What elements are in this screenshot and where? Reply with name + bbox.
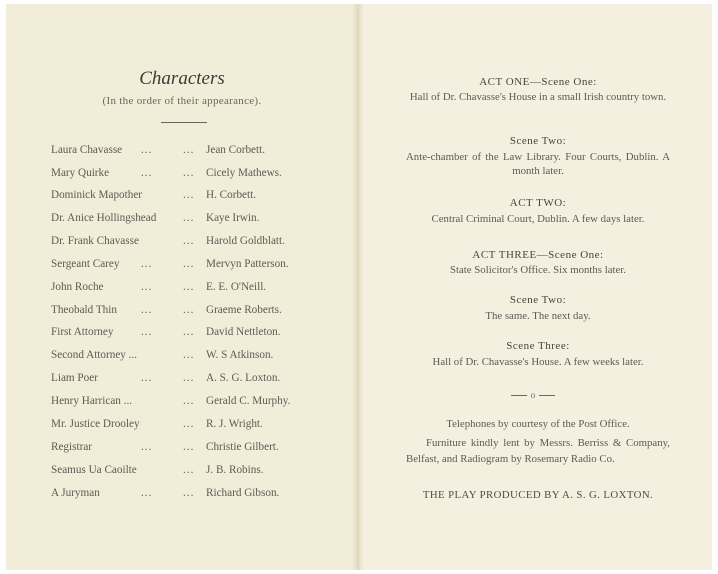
actor-name: Christie Gilbert. — [206, 441, 279, 453]
act-three-heading: ACT THREE—Scene One: — [472, 249, 604, 261]
act-one-heading: ACT ONE—Scene One: — [479, 76, 597, 88]
actor-name: R. J. Wright. — [206, 418, 263, 430]
leader-dots: ... — [183, 395, 195, 407]
leader-dots: ... — [183, 464, 195, 476]
character-name: Liam Poer — [51, 372, 98, 384]
producer-credit: THE PLAY PRODUCED BY A. S. G. LOXTON. — [422, 489, 654, 501]
actor-name: Cicely Mathews. — [206, 167, 282, 179]
actor-name: E. E. O'Neill. — [206, 281, 267, 293]
leader-dots: ... — [183, 144, 195, 156]
leader-dots: ... — [183, 258, 195, 270]
character-name: Theobald Thin — [51, 304, 117, 316]
character-name: Henry Harrican ... — [51, 395, 133, 407]
cast-row — [0, 235, 358, 251]
cast-row — [0, 349, 358, 365]
actor-name: Graeme Roberts. — [206, 304, 282, 316]
actor-name: W. S Atkinson. — [206, 349, 274, 361]
cast-row — [0, 167, 358, 183]
actor-name: Jean Corbett. — [206, 144, 266, 156]
leader-dots: ... — [183, 441, 195, 453]
character-name: Mr. Justice Drooley — [51, 418, 140, 430]
character-name: Second Attorney ... — [51, 349, 138, 361]
telephones-note: Telephones by courtesy of the Post Office. — [446, 418, 630, 430]
leader-dots: ... — [141, 326, 153, 338]
leader-dots: ... — [141, 258, 153, 270]
cast-row — [0, 487, 358, 503]
act-three-scene-three-setting: Hall of Dr. Chavasse's House. A few weeks later. — [432, 356, 644, 368]
furniture-note: Furniture kindly lent by Messrs. Berriss & Company, Belfast, and Radiogram by Rosemary Radio Co. — [406, 437, 670, 465]
act-two-setting: Central Criminal Court, Dublin. A few days later. — [431, 213, 645, 225]
act-three-scene-two-heading: Scene Two: — [509, 294, 567, 306]
actor-name: Gerald C. Murphy. — [206, 395, 291, 407]
cast-row — [0, 212, 358, 228]
character-name: Dr. Anice Hollingshead — [51, 212, 157, 224]
cast-row — [0, 258, 358, 274]
act-one-scene-two-heading: Scene Two: — [509, 135, 567, 147]
characters-subtitle: (In the order of their appearance). — [102, 95, 262, 107]
character-name: Dominick Mapother — [51, 189, 143, 201]
act-two-heading: ACT TWO: — [509, 197, 567, 209]
cast-row — [0, 418, 358, 434]
leader-dots: ... — [183, 372, 195, 384]
leader-dots: ... — [183, 418, 195, 430]
actor-name: J. B. Robins. — [206, 464, 264, 476]
act-three-scene-one-setting: State Solicitor's Office. Six months later. — [450, 264, 626, 276]
actor-name: Richard Gibson. — [206, 487, 280, 499]
cast-row — [0, 441, 358, 457]
actor-name: Harold Goldblatt. — [206, 235, 285, 247]
character-name: Registrar — [51, 441, 93, 453]
leader-dots: ... — [183, 487, 195, 499]
cast-row — [0, 326, 358, 342]
leader-dots: ... — [183, 281, 195, 293]
ornament-divider: o — [511, 389, 555, 401]
leader-dots: ... — [183, 167, 195, 179]
cast-row — [0, 281, 358, 297]
character-name: First Attorney — [51, 326, 114, 338]
leader-dots: ... — [141, 372, 153, 384]
cast-row — [0, 189, 358, 205]
leader-dots: ... — [183, 304, 195, 316]
actor-name: Mervyn Patterson. — [206, 258, 289, 270]
actor-name: David Nettleton. — [206, 326, 281, 338]
leader-dots: ... — [141, 441, 153, 453]
actor-name: Kaye Irwin. — [206, 212, 260, 224]
act-three-scene-two-setting: The same. The next day. — [485, 310, 591, 322]
character-name: Mary Quirke — [51, 167, 110, 179]
leader-dots: ... — [141, 281, 153, 293]
act-one-scene-one-setting: Hall of Dr. Chavasse's House in a small Irish country town. — [409, 91, 667, 103]
cast-row — [0, 395, 358, 411]
cast-row — [0, 372, 358, 388]
actor-name: H. Corbett. — [206, 189, 257, 201]
cast-row — [0, 144, 358, 160]
leader-dots: ... — [183, 349, 195, 361]
character-name: Seamus Ua Caoilte — [51, 464, 137, 476]
actor-name: A. S. G. Loxton. — [206, 372, 281, 384]
character-name: A Juryman — [51, 487, 100, 499]
leader-dots: ... — [141, 487, 153, 499]
title-rule — [161, 122, 207, 123]
cast-row — [0, 304, 358, 320]
act-three-scene-three-heading: Scene Three: — [506, 340, 570, 352]
leader-dots: ... — [183, 189, 195, 201]
character-name: Laura Chavasse — [51, 144, 123, 156]
leader-dots: ... — [183, 235, 195, 247]
characters-title: Characters — [139, 68, 225, 89]
leader-dots: ... — [141, 144, 153, 156]
act-one-scene-two-setting: Ante-chamber of the Law Library. Four Courts, Dublin. A month later. — [406, 151, 670, 177]
leader-dots: ... — [183, 326, 195, 338]
character-name: Dr. Frank Chavasse — [51, 235, 139, 247]
leader-dots: ... — [141, 167, 153, 179]
leader-dots: ... — [183, 212, 195, 224]
leader-dots: ... — [141, 304, 153, 316]
character-name: John Roche — [51, 281, 104, 293]
character-name: Sergeant Carey — [51, 258, 120, 270]
cast-row — [0, 464, 358, 480]
